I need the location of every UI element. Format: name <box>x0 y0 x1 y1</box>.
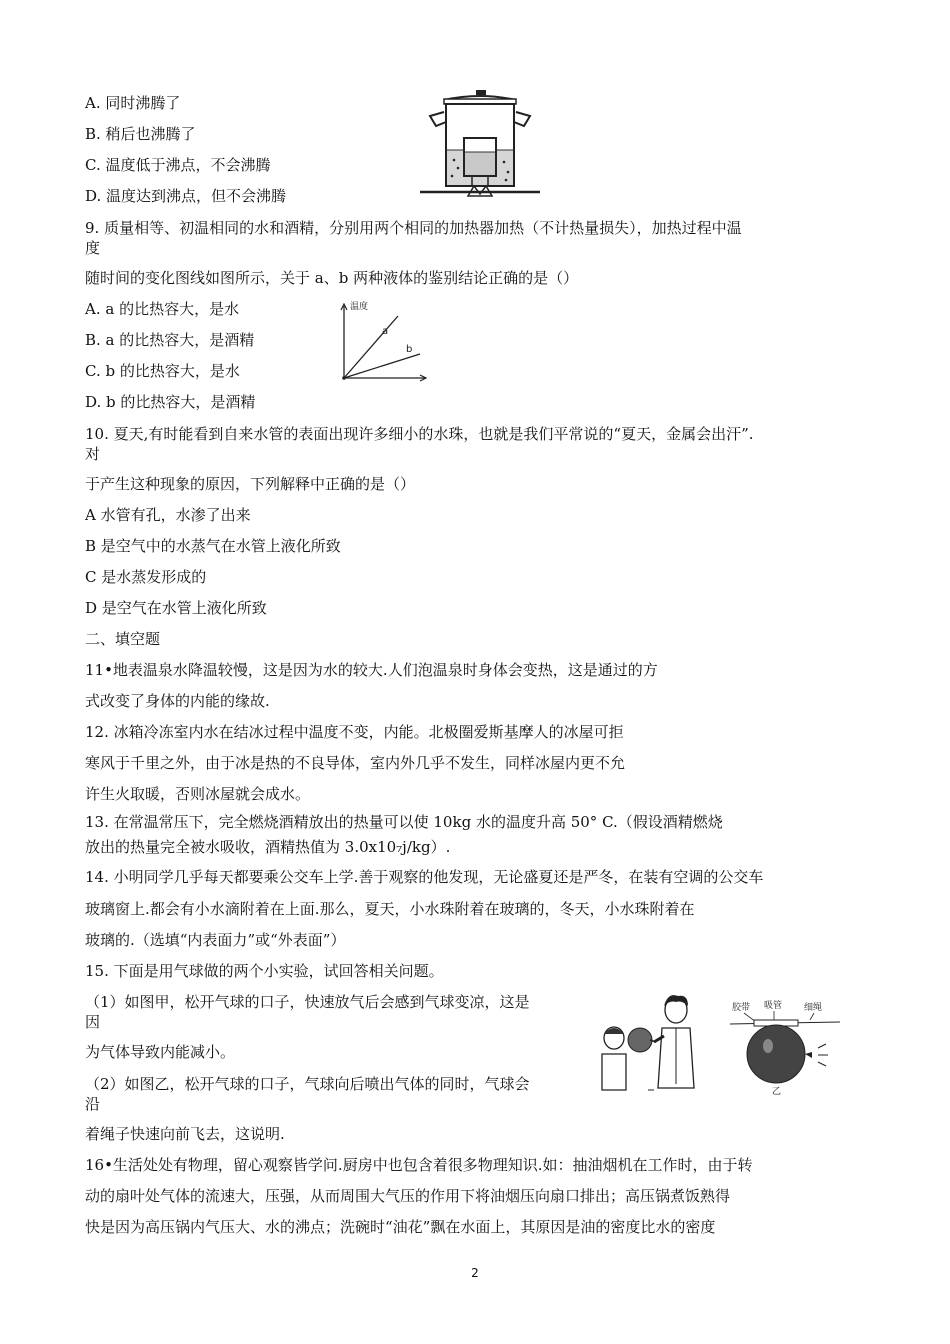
label-tape: 胶带 <box>732 1003 751 1013</box>
line-a-label: a <box>382 326 389 337</box>
label-rope: 细绳 <box>804 1003 823 1013</box>
option-9c: C. b 的比热容大，是水 <box>85 362 240 380</box>
question-10-line1: 10. 夏天,有时能看到自来水管的表面出现许多细小的水珠，也就是我们平常说的“夏天，金属会出汗”. <box>85 425 754 443</box>
temperature-time-graph <box>330 300 430 385</box>
page-number: 2 <box>471 1266 479 1280</box>
question-11-line1: 11•地表温泉水降温较慢，这是因为水的较大.人们泡温泉时身体会变热，这是通过的方 <box>85 661 658 679</box>
question-12-line3: 许生火取暖，否则冰屋就会成水。 <box>85 785 311 803</box>
option-10c: C 是水蒸发形成的 <box>85 568 207 586</box>
option-10d: D 是空气在水管上液化所致 <box>85 599 267 617</box>
option-8a: A. 同时沸腾了 <box>85 94 181 112</box>
question-15-line1: 15. 下面是用气球做的两个小实验，试回答相关问题。 <box>85 962 444 980</box>
question-15-part2-line3: 着绳子快速向前飞去，这说明. <box>85 1125 285 1143</box>
question-15-part2-line2: 沿 <box>85 1095 101 1113</box>
question-9-line2: 度 <box>85 239 101 257</box>
question-15-part1-line3: 为气体导致内能减小。 <box>85 1043 236 1061</box>
label-straw: 吸管 <box>764 1001 783 1011</box>
question-14-line1: 14. 小明同学几乎每天都要乘公交车上学.善于观察的他发现，无论盛夏还是严冬，在装有空调的公交车 <box>85 868 764 886</box>
question-14-line2: 玻璃窗上.都会有小水滴附着在上面.那么，夏天，小水珠附着在玻璃的，冬天，小水珠附着在 <box>85 900 695 918</box>
balloon-kids-figure <box>596 988 716 1096</box>
question-9-line1: 9. 质量相等、初温相同的水和酒精，分别用两个相同的加热器加热（不计热量损失），加热过程中温 <box>85 219 742 237</box>
question-13-line2: 放出的热量完全被水吸收，酒精热值为 3.0x10₇j/kg）. <box>85 838 451 856</box>
balloon-string-figure <box>730 998 840 1096</box>
option-10a: A 水管有孔，水渗了出来 <box>85 506 251 524</box>
line-b-label: b <box>406 344 413 355</box>
question-12-line1: 12. 冰箱冷冻室内水在结冰过程中温度不变，内能。北极圈爱斯基摩人的冰屋可拒 <box>85 723 624 741</box>
graph-y-label: 温度 <box>350 302 369 312</box>
question-9-line3: 随时间的变化图线如图所示，关于 a、b 两种液体的鉴别结论正确的是（） <box>85 269 579 287</box>
option-8d: D. 温度达到沸点，但不会沸腾 <box>85 187 287 205</box>
question-11-line2: 式改变了身体的内能的缘故. <box>85 692 270 710</box>
question-15-part1-line1: （1）如图甲，松开气球的口子，快速放气后会感到气球变凉，这是 <box>85 993 530 1011</box>
option-9b: B. a 的比热容大，是酒精 <box>85 331 255 349</box>
question-10-line2: 对 <box>85 445 101 463</box>
option-8b: B. 稍后也沸腾了 <box>85 125 196 143</box>
boiling-pot-figure <box>420 88 540 198</box>
question-16-line1: 16•生活处处有物理，留心观察皆学问.厨房中也包含着很多物理知识.如：抽油烟机在工作时，由于转 <box>85 1156 753 1174</box>
option-10b: B 是空气中的水蒸气在水管上液化所致 <box>85 537 341 555</box>
question-16-line2: 动的扇叶处气体的流速大，压强，从而周围大气压的作用下将油烟压向扇口排出；高压锅煮饭熟得 <box>85 1187 731 1205</box>
option-9a: A. a 的比热容大，是水 <box>85 300 240 318</box>
label-yi: 乙 <box>772 1087 782 1096</box>
question-15-part1-line2: 因 <box>85 1013 101 1031</box>
question-16-line3: 快是因为高压锅内气压大、水的沸点；洗碗时“油花”飘在水面上，其原因是油的密度比水的密度 <box>85 1218 716 1236</box>
section-heading: 二、填空题 <box>85 630 161 648</box>
option-8c: C. 温度低于沸点，不会沸腾 <box>85 156 271 174</box>
option-9d: D. b 的比热容大，是酒精 <box>85 393 256 411</box>
question-10-line3: 于产生这种现象的原因，下列解释中正确的是（） <box>85 475 416 493</box>
question-15-part2-line1: （2）如图乙，松开气球的口子，气球向后喷出气体的同时，气球会 <box>85 1075 530 1093</box>
question-12-line2: 寒风于千里之外，由于冰是热的不良导体，室内外几乎不发生，同样冰屋内更不允 <box>85 754 626 772</box>
question-14-line3: 玻璃的.（选填“内表面力”或“外表面”） <box>85 931 346 949</box>
question-13-line1: 13. 在常温常压下，完全燃烧酒精放出的热量可以使 10kg 水的温度升高 50° C.（假设酒精燃烧 <box>85 813 723 831</box>
